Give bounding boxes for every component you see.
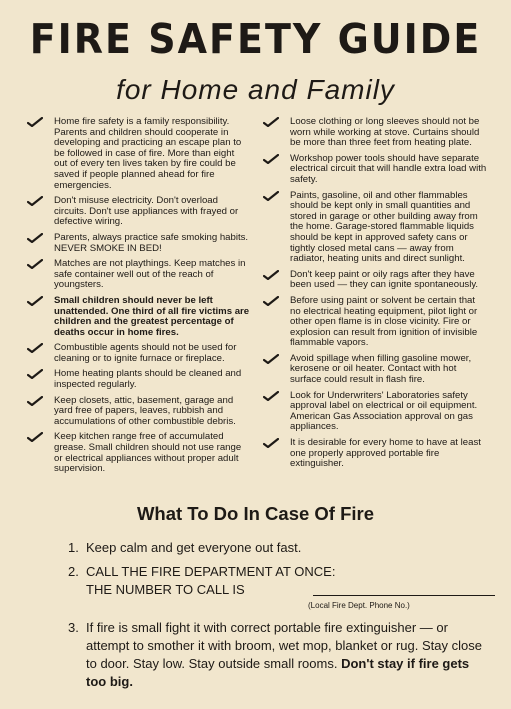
- step-text: CALL THE FIRE DEPARTMENT AT ONCE:: [86, 564, 336, 579]
- tip-text: Home fire safety is a family responsibility. Parents and children should cooperate in developing and practicing an escape plan to be followed in case of fire. More than eight out of every ten lives taken by fire could be saved if people planned ahead for fire emergencies.: [54, 116, 242, 191]
- check-mark-icon: [27, 196, 43, 206]
- step-2: [68, 563, 488, 611]
- emergency-steps: [68, 539, 488, 691]
- check-mark-icon: [263, 354, 279, 364]
- tip-item: [26, 233, 250, 254]
- step-1: [68, 539, 488, 557]
- tip-item: [26, 343, 250, 364]
- tip-text: Home heating plants should be cleaned and inspected regularly.: [54, 368, 242, 391]
- check-mark-icon: [27, 259, 43, 269]
- tip-text: Look for Underwriters' Laboratories safety approval label on electrical or oil equipment. American Gas Association approval on gas appliances.: [290, 389, 478, 433]
- tip-item: [26, 259, 250, 291]
- tip-item: [26, 369, 250, 390]
- call-label: THE NUMBER TO CALL IS: [86, 582, 245, 597]
- tip-text: Paints, gasoline, oil and other flammables should be kept only in small quantities and stored in garage or other building away from the home. Garage-stored flammable liquids should be kept in approved safety cans or tightly closed metal cans — away from radiator, heating units and direct sunlight.: [290, 189, 478, 265]
- check-mark-icon: [263, 191, 279, 201]
- tip-item: [262, 391, 488, 433]
- tip-text: Before using paint or solvent be certain that no electrical heating equipment, pilot light or other open flame is in close vicinity. Fire or explosion can result from ignition of invisible flammable vapors.: [290, 294, 478, 349]
- tip-text: Parents, always practice safe smoking habits. NEVER SMOKE IN BED!: [54, 231, 249, 254]
- tip-item: [262, 191, 488, 265]
- step-3: [68, 619, 488, 691]
- tip-text: Keep closets, attic, basement, garage and yard free of papers, leaves, rubbish and accumulations of other combustible debris.: [54, 394, 236, 427]
- tip-item: [262, 438, 488, 470]
- tip-item: [262, 354, 488, 386]
- left-tips-column: [26, 117, 250, 480]
- tip-item: [262, 117, 488, 149]
- check-mark-icon: [27, 117, 43, 127]
- tip-item: [26, 432, 250, 474]
- check-mark-icon: [263, 296, 279, 306]
- tip-item: [26, 117, 250, 191]
- check-mark-icon: [263, 270, 279, 280]
- tip-text: Avoid spillage when filling gasoline mower, kerosene or oil heater. Contact with hot surface could result in flash fire.: [290, 352, 472, 386]
- tip-text: Matches are not playthings. Keep matches in safe container well out of the reach of youngsters.: [54, 258, 246, 291]
- step-emphasis: Don't stay if fire gets too big.: [86, 656, 470, 689]
- tip-text: Small children should never be left unattended. One third of all fire victims are children and the greatest percentage of deaths occur in home fires.: [54, 294, 250, 338]
- check-mark-icon: [263, 391, 279, 401]
- tip-item: [262, 296, 488, 349]
- step-number: 1.: [68, 540, 79, 555]
- right-tips-column: [262, 117, 488, 475]
- section-heading: What To Do In Case Of Fire: [136, 503, 375, 524]
- tip-text: It is desirable for every home to have at least one properly approved portable fire extinguisher.: [290, 437, 481, 470]
- check-mark-icon: [263, 154, 279, 164]
- step-text: If fire is small fight it with correct portable fire extinguisher — or attempt to smother it with broom, wet mop, blanket or rug. Stay close to door. Stay low. Stay outside small rooms.: [86, 620, 482, 671]
- phone-number-row: [86, 581, 488, 599]
- phone-number-blank-line: [313, 595, 495, 596]
- tip-text: Don't misuse electricity. Don't overload circuits. Don't use appliances with frayed or defective wiring.: [54, 195, 239, 228]
- tip-item: [262, 270, 488, 291]
- tip-text: Loose clothing or long sleeves should not be worn while working at stove. Curtains should be more than three feet from heating plate.: [290, 116, 480, 149]
- check-mark-icon: [27, 369, 43, 379]
- check-mark-icon: [27, 432, 43, 442]
- check-mark-icon: [27, 296, 43, 306]
- step-number: 2.: [68, 564, 79, 579]
- tip-item: [26, 396, 250, 428]
- phone-number-note: (Local Fire Dept. Phone No.): [308, 601, 410, 610]
- check-mark-icon: [263, 438, 279, 448]
- tip-item: [262, 154, 488, 186]
- check-mark-icon: [27, 233, 43, 243]
- step-text: Keep calm and get everyone out fast.: [86, 540, 302, 555]
- step-number: 3.: [68, 620, 79, 635]
- page-title: FIRE SAFETY GUIDE: [29, 15, 482, 63]
- check-mark-icon: [27, 343, 43, 353]
- check-mark-icon: [27, 396, 43, 406]
- tip-text: Don't keep paint or oily rags after they have been used — they can ignite spontaneously.: [290, 268, 479, 291]
- page-subtitle: for Home and Family: [116, 74, 395, 105]
- check-mark-icon: [263, 117, 279, 127]
- tip-item: [26, 296, 250, 338]
- tip-text: Combustible agents should not be used for cleaning or to ignite furnace or fireplace.: [54, 342, 237, 364]
- tip-text: Keep kitchen range free of accumulated grease. Small children should not use range or electrical appliances without proper adult supervision.: [54, 431, 242, 475]
- tip-item: [26, 196, 250, 228]
- tip-text: Workshop power tools should have separate electrical circuit that will handle extra load with safety.: [290, 152, 487, 185]
